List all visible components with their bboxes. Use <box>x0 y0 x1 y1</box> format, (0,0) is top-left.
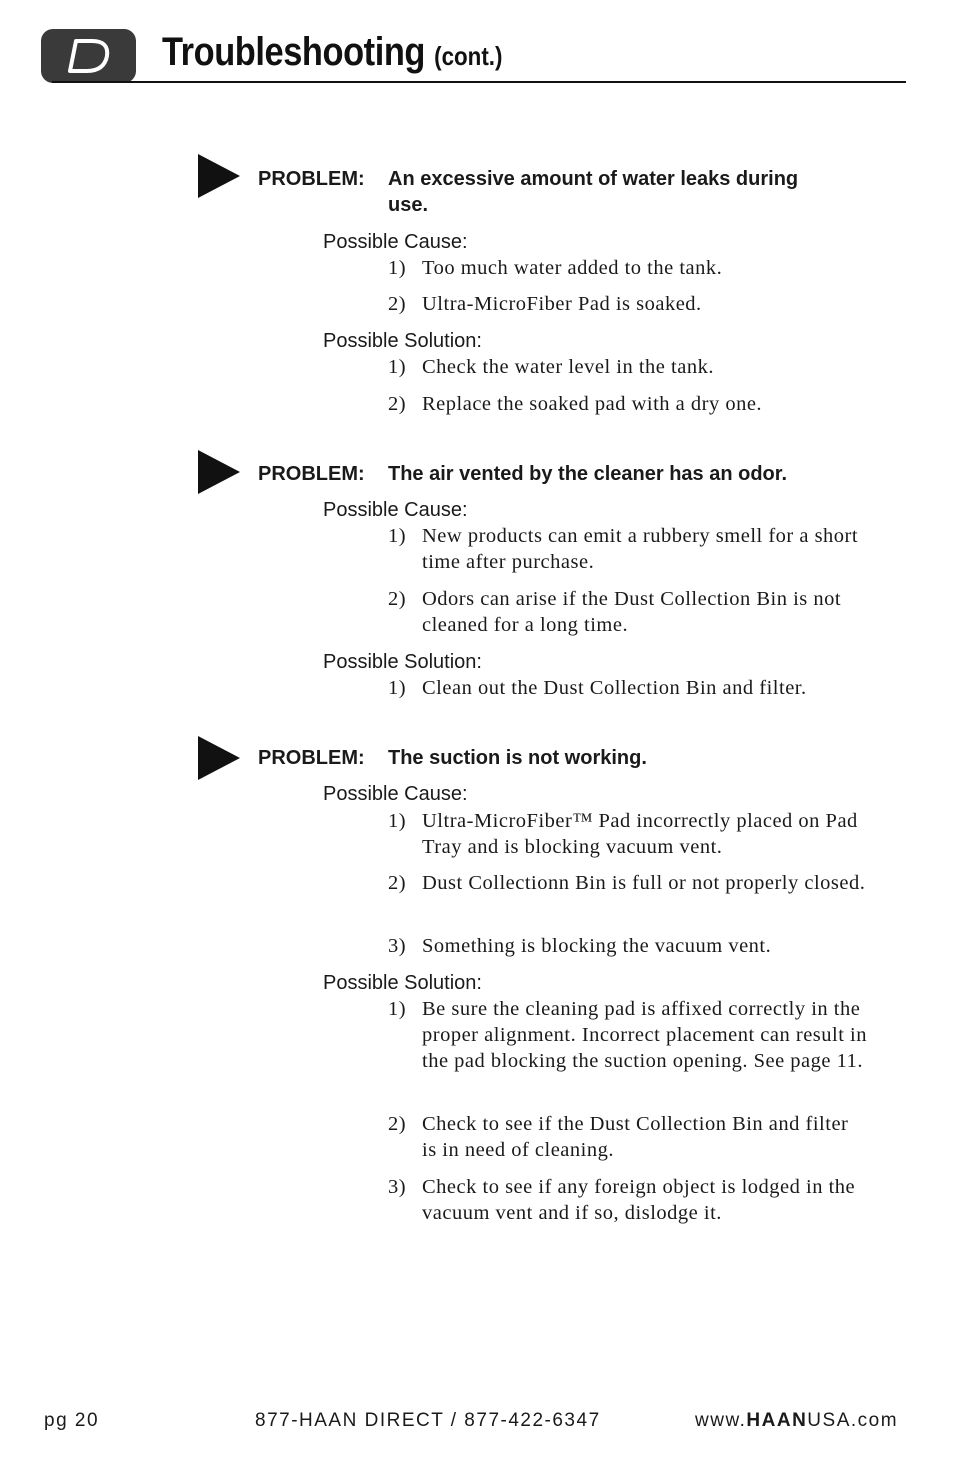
problem-label: PROBLEM: <box>258 463 365 485</box>
list-item: 1) Clean out the Dust Collection Bin and filter. <box>388 677 807 699</box>
list-item: 1) Too much water added to the tank. <box>388 257 723 279</box>
triangle-bullet-icon <box>196 736 240 780</box>
problem-label: PROBLEM: <box>258 747 365 769</box>
title-suffix: (cont.) <box>434 41 503 71</box>
problem-text: The suction is not working. <box>388 747 647 769</box>
website-brand: HAAN <box>746 1410 808 1431</box>
phone-number: 877-HAAN DIRECT / 877-422-6347 <box>255 1410 601 1431</box>
website-link[interactable] <box>695 1410 898 1432</box>
list-item: 3) Check to see if any foreign object is lodged in the vacuum vent and if so, dislodge it. <box>388 1176 856 1224</box>
header-rule <box>52 81 906 83</box>
section-letter-icon <box>65 36 113 76</box>
cause-label: Possible Cause: <box>323 499 468 521</box>
problem-heading <box>258 166 808 218</box>
page-number: pg 20 <box>44 1410 100 1431</box>
list-item: 1) Ultra-MicroFiber™ Pad incorrectly placed on Pad Tray and is blocking vacuum vent. <box>388 810 858 858</box>
list-item: 2) Ultra-MicroFiber Pad is soaked. <box>388 293 702 315</box>
problem-text: An excessive amount of water leaks during use. <box>388 168 799 216</box>
list-item: 2) Check to see if the Dust Collection Bin and filter is in need of cleaning. <box>388 1113 849 1161</box>
problem-text: The air vented by the cleaner has an odor. <box>388 463 788 485</box>
triangle-bullet-icon <box>196 450 240 494</box>
section-tab <box>41 29 136 83</box>
triangle-bullet-icon <box>196 154 240 198</box>
solution-label: Possible Solution: <box>323 330 482 352</box>
solution-label: Possible Solution: <box>323 972 482 994</box>
website-suffix: USA.com <box>807 1410 899 1431</box>
list-item: 2) Odors can arise if the Dust Collection Bin is not cleaned for a long time. <box>388 588 842 636</box>
list-item: 2) Replace the soaked pad with a dry one. <box>388 393 763 415</box>
problem-label: PROBLEM: <box>258 168 365 190</box>
problem-heading <box>258 745 808 771</box>
list-item: 1) New products can emit a rubbery smell for a short time after purchase. <box>388 525 859 573</box>
list-item: 3) Something is blocking the vacuum vent. <box>388 935 772 957</box>
list-item: 1) Check the water level in the tank. <box>388 356 714 378</box>
list-item: 2) Dust Collectionn Bin is full or not properly closed. <box>388 872 866 894</box>
website-prefix: www. <box>695 1410 747 1431</box>
cause-label: Possible Cause: <box>323 231 468 253</box>
page-title <box>162 30 502 75</box>
list-item: 1) Be sure the cleaning pad is affixed correctly in the proper alignment. Incorrect placement can result in the pad blocking the suction opening. See page 11. <box>388 998 867 1072</box>
solution-label: Possible Solution: <box>323 651 482 673</box>
problem-heading <box>258 461 868 487</box>
title-main: Troubleshooting <box>162 30 425 74</box>
cause-label: Possible Cause: <box>323 783 468 805</box>
